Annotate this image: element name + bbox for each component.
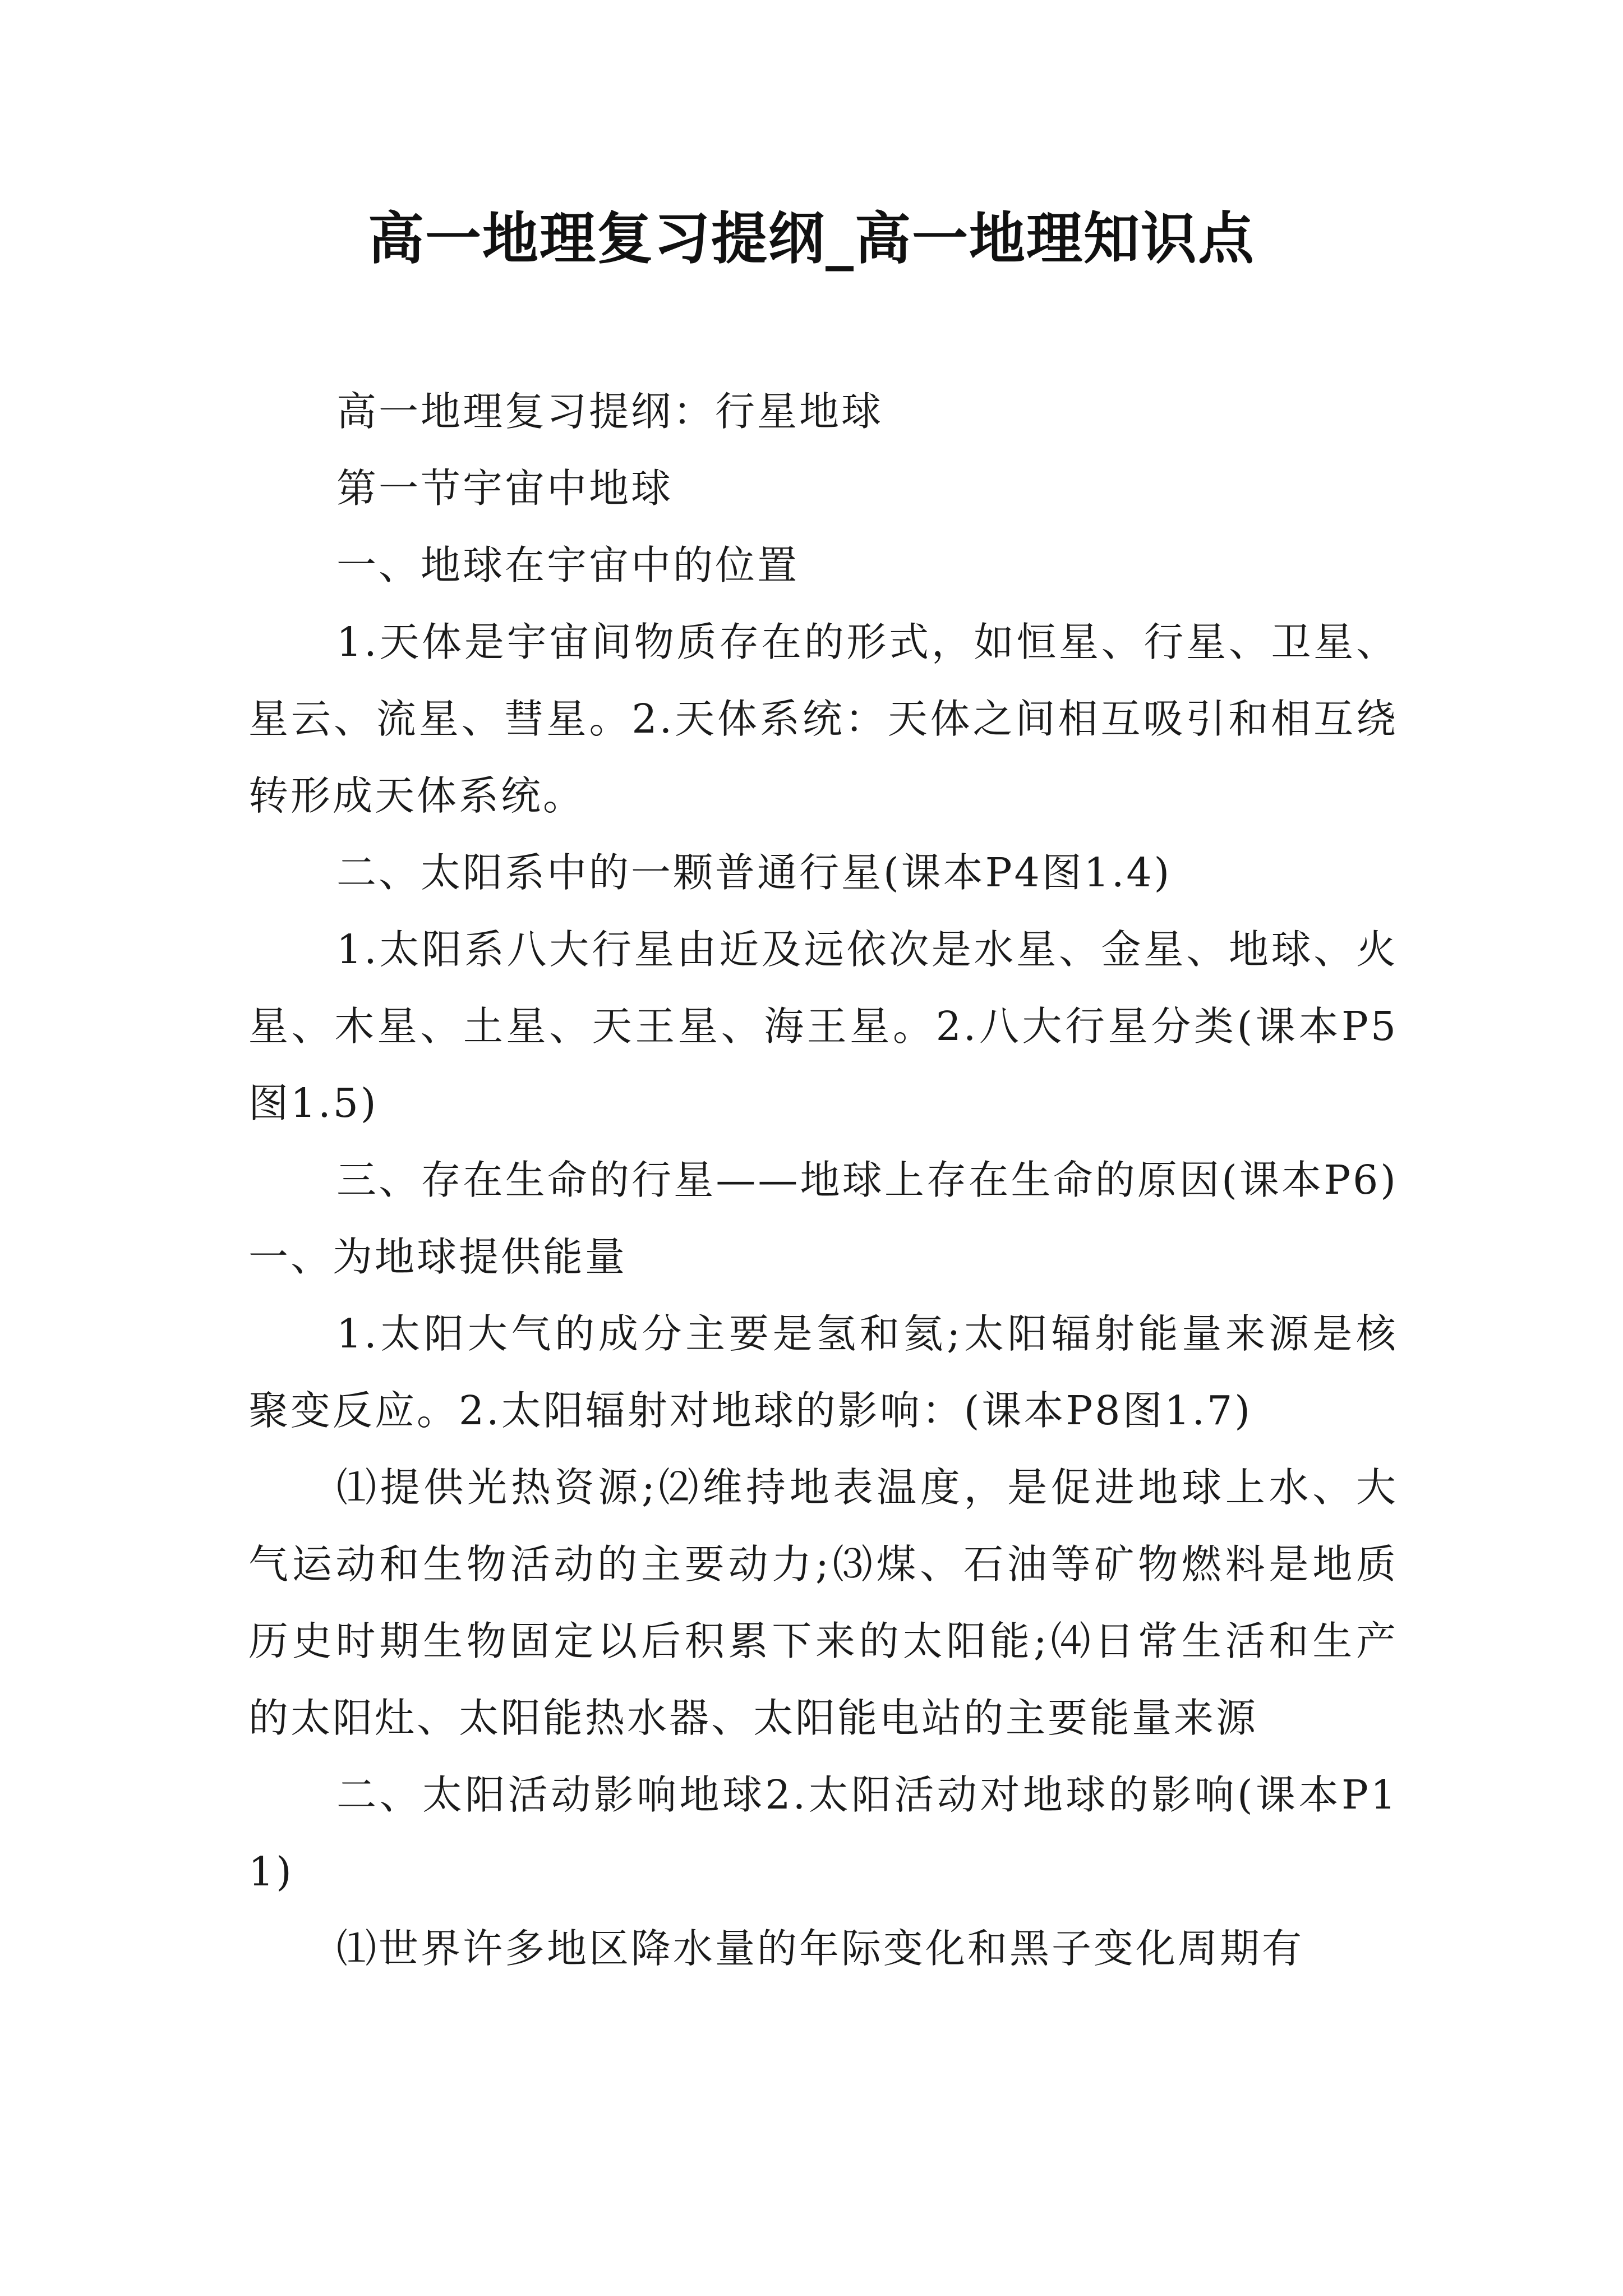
paragraph-text: ⑴提供光热资源;⑵维持地表温度，是促进地球上水、大气运动和生物活动的主要动力;⑶煤、石油等矿物燃料是地质历史时期生物固定以后积累下来的太阳能;⑷日常生活和生产的太阳灶、太阳能热水器、太阳能电站的主要能量来源 <box>248 1464 1398 1741</box>
document-title: 高一地理复习提纲_高一地理知识点 <box>368 205 1255 272</box>
paragraph-text: 1.天体是宇宙间物质存在的形式，如恒星、行星、卫星、星云、流星、彗星。2.天体系统：天体之间相互吸引和相互绕转形成天体系统。 <box>248 619 1398 819</box>
paragraph-subsection: 三、存在生命的行星——地球上存在生命的原因(课本P6)一、为地球提供能量 <box>248 1157 1398 1280</box>
paragraph-text: ⑴世界许多地区降水量的年际变化和黑子变化周期有 <box>336 1925 1304 1972</box>
paragraph-text: 1.太阳大气的成分主要是氢和氦;太阳辐射能量来源是核聚变反应。2.太阳辐射对地球的影响：(课本P8图1.7) <box>248 1310 1398 1434</box>
paragraph-subsection: 一、地球在宇宙中的位置 <box>336 542 800 588</box>
paragraph-subsection: 二、太阳活动影响地球2.太阳活动对地球的影响(课本P11) <box>248 1772 1398 1895</box>
paragraph-heading: 高一地理复习提纲：行星地球 <box>336 388 884 435</box>
document-body <box>248 373 1398 1987</box>
paragraph-section: 第一节宇宙中地球 <box>336 465 674 512</box>
paragraph-text: 1.太阳系八大行星由近及远依次是水星、金星、地球、火星、木星、土星、天王星、海王星。2.八大行星分类(课本P5图1.5) <box>248 926 1398 1126</box>
paragraph-subsection: 二、太阳系中的一颗普通行星(课本P4图1.4) <box>336 849 1172 896</box>
